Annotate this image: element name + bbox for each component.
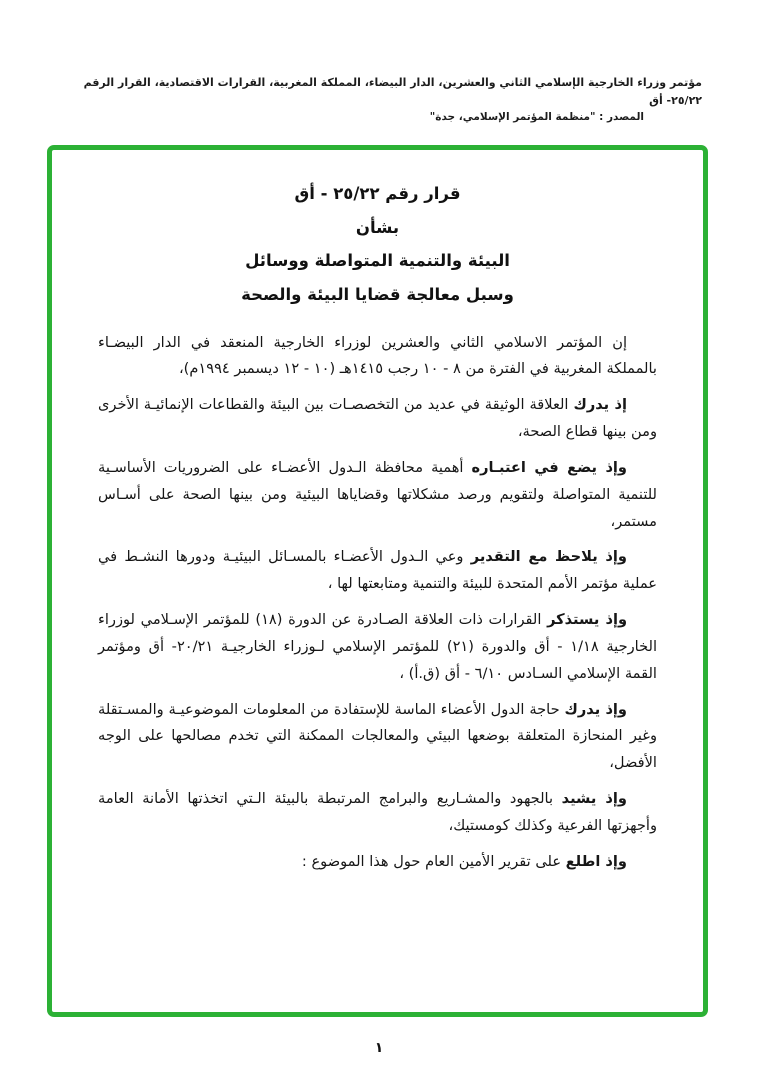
paragraph-recalling [98, 607, 657, 688]
paragraph-text: على تقرير الأمين العام حول هذا الموضوع : [301, 852, 562, 870]
paragraph-lead: وإذ يضع في اعتبـاره [471, 458, 628, 476]
paragraph-commending [98, 786, 657, 840]
page-number: ١ [374, 1040, 384, 1056]
paragraph-text: حاجة الدول الأعضاء الماسة للإستفادة من المعلومات الموضوعيـة والمسـتقلة وغير المنحازة المتعلقة بوضعها البيئي والمعالجات الممكنة التي تخدم مصالحها على الوجه الأفضل، [98, 700, 657, 772]
title-subject-line2: وسبل معالجة قضايا البيئة والصحة [241, 284, 514, 304]
title-regarding: بشأن [355, 217, 400, 237]
header-citation [52, 74, 702, 123]
resolution-body [98, 330, 657, 876]
paragraph-lead: وإذ يشيد [561, 790, 627, 808]
document-frame [47, 145, 708, 1017]
paragraph-bearing-in-mind [98, 455, 657, 536]
paragraph-text: وعي الـدول الأعضـاء بالمسـائل البيئيـة ودورها النشـط في عملية مؤتمر الأمم المتحدة للبيئة والتنمية ومتابعتها لها ، [98, 548, 657, 593]
paragraph-lead: وإذ يستذكر [547, 611, 628, 629]
paragraph-aware [98, 697, 657, 778]
paragraph-text: أهمية محافظة الـدول الأعضـاء على الضروريات الأساسـية للتنمية المتواصلة ولتقويم ورصد مشكلاتها وقضاياها البيئية ومن بينها الصحة على أسـاس مستمر، [98, 458, 657, 530]
paragraph-preamble [98, 330, 657, 384]
paragraph-lead: وإذ اطلع [565, 852, 627, 870]
resolution-title-block [98, 184, 657, 306]
source-line: المصدر : "منظمة المؤتمر الإسلامي، جدة" [429, 111, 644, 124]
paragraph-recognizing [98, 392, 657, 446]
paragraph-lead: إذ يدرك [573, 396, 627, 414]
title-subject-line1: البيئة والتنمية المتواصلة ووسائل [245, 251, 510, 271]
paragraph-text: القرارات ذات العلاقة الصـادرة عن الدورة (١٨) للمؤتمر الإسـلامي لوزراء الخارجية ١/١٨ - أق والدورة (٢١) للمؤتمر الإسلامي لـوزراء الخارجيـة ٢٠/٢١- أق ومؤتمر القمة الإسلامي السـادس ٦/١٠ - أق (ق.أ) ، [98, 611, 658, 682]
citation-line: مؤتمر وزراء الخارجية الإسلامي الثاني والعشرين، الدار البيضاء، المملكة المغربية، القرارات الاقتصادية، القرار الرقم ٢٥/٢٢- أق [83, 76, 702, 107]
resolution-number: قرار رقم ٢٥/٢٢ - أق [294, 184, 461, 203]
paragraph-text: بالجهود والمشـاريع والبرامج المرتبطة بالبيئة الـتي اتخذتها الأمانة العامة وأجهزتها الفرعية وكذلك كومستيك، [98, 790, 657, 834]
paragraph-text: إن المؤتمر الاسلامي الثاني والعشرين لوزراء الخارجية المنعقد في الدار البيضـاء بالمملكة المغربية في الفترة من ٨ - ١٠ رجب ١٤١٥هـ (١٠ - ١٢ ديسمبر ١٩٩٤م)، [98, 333, 657, 378]
paragraph-lead: وإذ يدرك [564, 700, 628, 718]
paragraph-having-reviewed [98, 849, 657, 876]
paragraph-lead: وإذ يلاحظ مع التقدير [470, 548, 627, 566]
paragraph-noting [98, 544, 657, 598]
paragraph-text: العلاقة الوثيقة في عديد من التخصصـات بين البيئة والقطاعات الإنمائيـة الأخرى ومن بينها قطاع الصحة، [98, 396, 657, 441]
